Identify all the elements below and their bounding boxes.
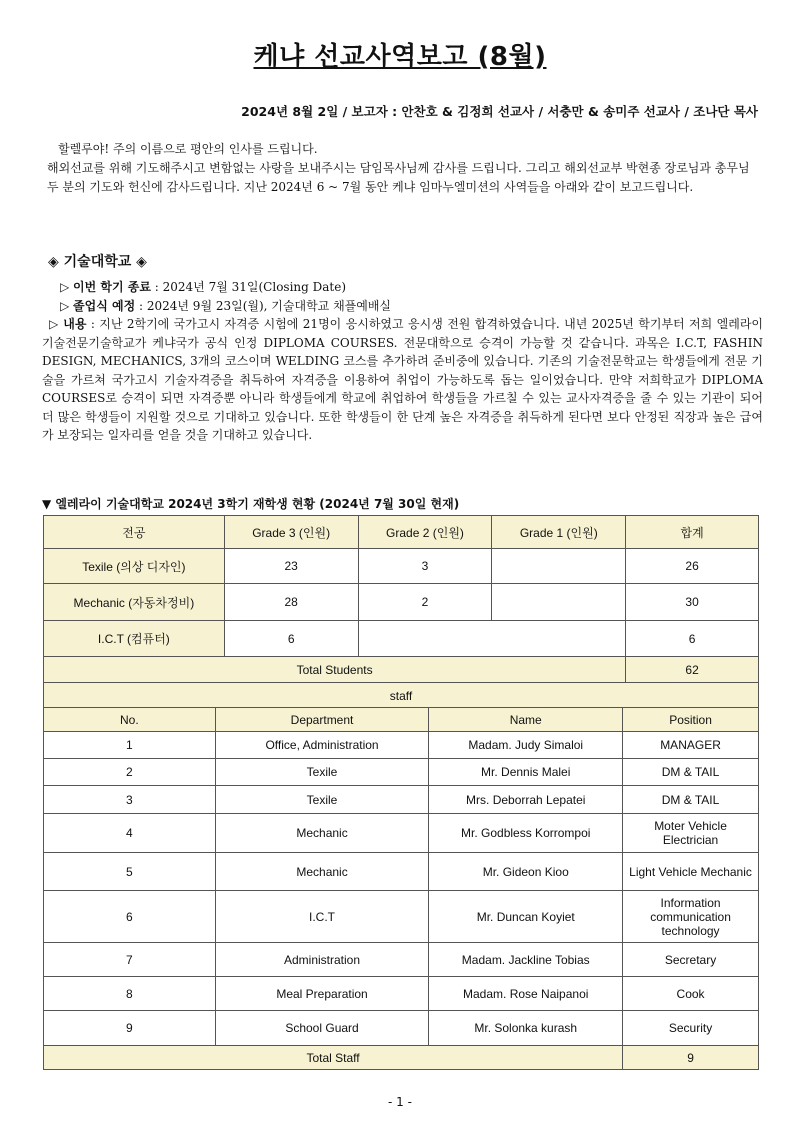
bullet-label: 내용: [63, 317, 87, 331]
cell: 3: [358, 549, 492, 584]
cell: Mr. Dennis Malei: [429, 759, 623, 786]
table-row: [44, 584, 759, 621]
header-cell: No.: [44, 708, 216, 732]
table-row: [44, 853, 759, 891]
cell: Administration: [215, 943, 429, 977]
cell: I.C.T: [215, 891, 429, 943]
cell: Office, Administration: [215, 732, 429, 759]
cell: Secretary: [623, 943, 759, 977]
table-row: [44, 786, 759, 814]
staff-title: staff: [44, 683, 759, 709]
header-cell: Name: [429, 708, 623, 732]
table-row: [44, 549, 759, 584]
cell: 4: [44, 814, 216, 853]
cell: Mr. Solonka kurash: [429, 1011, 623, 1046]
major-cell: Texile (의상 디자인): [44, 549, 225, 584]
page-number: - 1 -: [388, 1095, 412, 1109]
bullet-text: : 2024년 7월 31일(Closing Date): [150, 280, 347, 294]
cell: 6: [224, 621, 358, 657]
staff-header-row: [44, 708, 759, 732]
header-cell: Grade 2 (인원): [358, 516, 492, 549]
cell: 2: [44, 759, 216, 786]
cell: 23: [224, 549, 358, 584]
cell: Mr. Duncan Koyiet: [429, 891, 623, 943]
cell: 8: [44, 977, 216, 1011]
header-cell: Grade 3 (인원): [224, 516, 358, 549]
total-row: [44, 657, 759, 683]
staff-table: [43, 707, 759, 1070]
cell: 28: [224, 584, 358, 621]
total-row: [44, 1046, 759, 1070]
cell: DM & TAIL: [623, 786, 759, 814]
cell: 5: [44, 853, 216, 891]
intro-text: [47, 140, 763, 197]
total-label: Total Staff: [44, 1046, 623, 1070]
intro-paragraph: 해외선교를 위해 기도해주시고 변함없는 사랑을 보내주시는 담임목사님께 감사를 드립니다. 그리고 해외선교부 박현종 장로님과 총무님 두 분의 기도와 헌신에 감사드립니다. 지난 2024년 6 ~ 7월 동안 케냐 임마누엘미션의 사역들을 아래와 같이 보고드립니다.: [47, 161, 750, 194]
cell: [492, 549, 626, 584]
bullet-label: 졸업식 예정: [73, 298, 136, 313]
table-caption: ▼ 엘레라이 기술대학교 2024년 3학기 재학생 현황 (2024년 7월 30일 현재): [42, 497, 460, 511]
table-row: [44, 891, 759, 943]
table-row: [44, 732, 759, 759]
cell: Mechanic: [215, 853, 429, 891]
header-cell: 전공: [44, 516, 225, 549]
bullet-semester-end: ▷ 이번 학기 종료 : 2024년 7월 31일(Closing Date): [60, 280, 347, 294]
total-label: Total Students: [44, 657, 626, 683]
bullet-graduation: ▷ 졸업식 예정 : 2024년 9월 23일(월), 기술대학교 채플예배실: [60, 298, 392, 313]
report-meta: 2024년 8월 2일 / 보고자 : 안찬호 & 김정희 선교사 / 서충만 & 송미주 선교사 / 조나단 목사: [241, 104, 758, 119]
header-cell: Grade 1 (인원): [492, 516, 626, 549]
cell: 9: [44, 1011, 216, 1046]
cell: Mr. Gideon Kioo: [429, 853, 623, 891]
cell: Security: [623, 1011, 759, 1046]
cell: 26: [626, 549, 759, 584]
bullet-label: 이번 학기 종료: [73, 280, 151, 294]
cell: [358, 621, 626, 657]
total-value: 62: [626, 657, 759, 683]
cell: Information communication technology: [623, 891, 759, 943]
cell: 7: [44, 943, 216, 977]
bullet-list: [42, 278, 763, 445]
header-cell: 합계: [626, 516, 759, 549]
cell: [492, 584, 626, 621]
cell: School Guard: [215, 1011, 429, 1046]
cell: Texile: [215, 759, 429, 786]
student-table: [43, 515, 759, 709]
cell: Moter Vehicle Electrician: [623, 814, 759, 853]
table-row: [44, 621, 759, 657]
table-row: [44, 759, 759, 786]
bullet-text: : 지난 2학기에 국가고시 자격증 시험에 21명이 응시하였고 응시생 전원 합격하였습니다. 내년 2025년 학기부터 저희 엘레라이 기술전문기술학교가 케냐국가 공식 인정 DIPLOMA COURSES. 전문대학으로 승격이 가능할 것 같습니다. 과목은 I.C.T, FASHIN DESIGN, MECHANICS, 3개의 코스이며 WELDING 코스를 추가하려 준비중에 있습니다. 기존의 기술전문학교는 학생들에게 전문 기술을 가르쳐 국가고시 기술자격증을 취득하여 자격증을 이용하여 취업이 가능하도록 돕는 일이었습니다. 만약 저희학교가 DIPLOMA COURSES로 승격이 되면 자격증뿐 아니라 학생들에게 학교에 취업하여 학생들을 가르칠 수 있는 교사자격증을 줄 수 있는 기관이 되어 더 많은 학생들이 지원할 것으로 기대하고 있습니다. 또한 학생들이 한 단계 높은 자격증을 취득하게 된다면 보다 안정된 직장과 높은 급여가 보장되는 일자리를 얻을 것을 기대하고 있습니다.: [42, 317, 763, 442]
section-heading: ◈ 기술대학교 ◈: [48, 254, 147, 270]
cell: 2: [358, 584, 492, 621]
header-cell: Position: [623, 708, 759, 732]
cell: 6: [44, 891, 216, 943]
cell: 1: [44, 732, 216, 759]
greeting: 할렐루야! 주의 이름으로 평안의 인사를 드립니다.: [58, 142, 318, 156]
major-cell: I.C.T (컴퓨터): [44, 621, 225, 657]
cell: Mrs. Deborrah Lepatei: [429, 786, 623, 814]
staff-title-row: [44, 683, 759, 709]
cell: Meal Preparation: [215, 977, 429, 1011]
cell: Light Vehicle Mechanic: [623, 853, 759, 891]
cell: 30: [626, 584, 759, 621]
total-value: 9: [623, 1046, 759, 1070]
cell: Texile: [215, 786, 429, 814]
header-cell: Department: [215, 708, 429, 732]
cell: 6: [626, 621, 759, 657]
table-row: [44, 977, 759, 1011]
cell: Madam. Jackline Tobias: [429, 943, 623, 977]
page-title: 케냐 선교사역보고 (8월): [253, 42, 547, 72]
cell: 3: [44, 786, 216, 814]
bullet-content: ▷ 내용 : 지난 2학기에 국가고시 자격증 시험에 21명이 응시하였고 응시생 전원 합격하였습니다. 내년 2025년 학기부터 저희 엘레라이 기술전문기술학교가 케냐국가 공식 인정 DIPLOMA COURSES. 전문대학으로 승격이 가능할 것 같습니다. 과목은 I.C.T, FASHIN DESIGN, MECHANICS, 3개의 코스이며 WELDING 코스를 추가하려 준비중에 있습니다. 기존의 기술전문학교는 학생들에게 전문 기술을 가르쳐 국가고시 기술자격증을 취득하여 자격증을 이용하여 취업이 가능하도록 돕는 일이었습니다. 만약 저희학교가 DIPLOMA COURSES로 승격이 되면 자격증뿐 아니라 학생들에게 학교에 취업하여 학생들을 가르칠 수 있는 교사자격증을 줄 수 있는 기관이 되어 더 많은 학생들이 지원할 것으로 기대하고 있습니다. 또한 학생들이 한 단계 높은 자격증을 취득하게 된다면 보다 안정된 직장과 높은 급여가 보장되는 일자리를 얻을 것을 기대하고 있습니다.: [42, 317, 763, 442]
cell: DM & TAIL: [623, 759, 759, 786]
cell: Madam. Rose Naipanoi: [429, 977, 623, 1011]
table-row: [44, 943, 759, 977]
table-header-row: [44, 516, 759, 549]
cell: Cook: [623, 977, 759, 1011]
cell: Madam. Judy Simaloi: [429, 732, 623, 759]
major-cell: Mechanic (자동차정비): [44, 584, 225, 621]
bullet-text: : 2024년 9월 23일(월), 기술대학교 채플예배실: [135, 298, 392, 313]
table-row: [44, 1011, 759, 1046]
cell: MANAGER: [623, 732, 759, 759]
cell: Mr. Godbless Korrompoi: [429, 814, 623, 853]
cell: Mechanic: [215, 814, 429, 853]
table-row: [44, 814, 759, 853]
